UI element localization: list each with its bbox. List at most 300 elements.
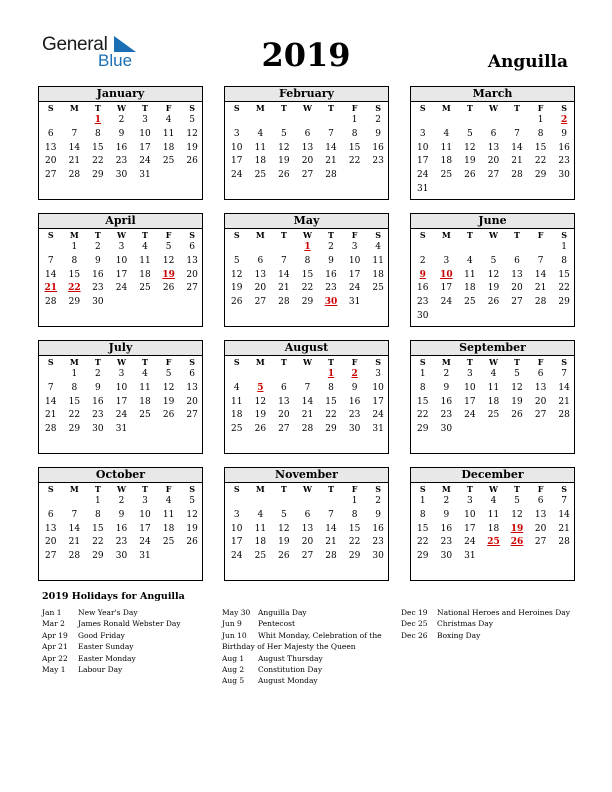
day-cell: 6 [537, 496, 544, 506]
day-cell: 14 [68, 523, 81, 534]
day-cell: 29 [417, 551, 429, 562]
day-cell: 6 [304, 509, 311, 520]
day-cell: 17 [139, 523, 151, 534]
day-cell: 13 [45, 142, 57, 153]
empty-day-cell [411, 114, 435, 128]
day-cell: 5 [165, 369, 172, 379]
day-cell: 26 [162, 410, 175, 421]
day-cell: 28 [301, 424, 314, 435]
day-cell: 2 [95, 242, 101, 252]
week-row [39, 269, 202, 283]
day-cell: 18 [487, 396, 500, 407]
empty-day-cell [458, 183, 482, 197]
day-cell: 22 [325, 410, 337, 421]
month-november [224, 467, 389, 581]
week-row [411, 409, 574, 423]
day-cell: 26 [231, 297, 243, 308]
day-cell: 6 [304, 128, 311, 139]
empty-day-cell [529, 241, 553, 255]
day-cell: 10 [115, 255, 128, 266]
holiday-date: Aug 5 [222, 676, 245, 686]
day-cell: 31 [139, 170, 151, 181]
day-cell: 14 [45, 269, 57, 280]
week-row [39, 255, 202, 269]
day-cell: 29 [417, 424, 429, 435]
day-cell: 14 [325, 142, 337, 153]
holiday-day-cell: 2 [351, 369, 358, 379]
day-cell: 27 [278, 424, 290, 435]
day-cell: 20 [278, 410, 290, 421]
empty-day-cell [482, 241, 506, 255]
holiday-day-cell: 5 [257, 382, 264, 393]
day-cell: 24 [348, 283, 361, 294]
month-title: August [225, 341, 388, 356]
empty-day-cell [319, 114, 343, 128]
day-cell: 3 [443, 255, 450, 266]
holiday-entry [222, 675, 382, 686]
holiday-name: Anguilla Day [258, 608, 307, 617]
weekday-label: F [165, 103, 172, 113]
weekday-label: T [142, 484, 148, 494]
day-cell: 16 [372, 523, 384, 534]
week-row [411, 495, 574, 509]
day-cell: 25 [254, 551, 267, 562]
weekday-label: M [441, 230, 451, 240]
day-cell: 22 [558, 283, 570, 294]
day-cell: 3 [351, 242, 358, 252]
empty-day-cell [529, 310, 553, 324]
weekday-label: T [514, 357, 520, 367]
weekday-label: S [47, 103, 54, 113]
empty-day-cell [272, 241, 296, 255]
day-cell: 25 [162, 537, 175, 548]
empty-day-cell [505, 550, 529, 564]
day-cell: 14 [45, 396, 57, 407]
day-cell: 12 [511, 509, 523, 520]
day-cell: 13 [487, 142, 500, 153]
day-cell: 17 [115, 269, 128, 280]
day-cell: 2 [328, 242, 334, 252]
week-row [39, 382, 202, 396]
weekday-label: T [280, 103, 287, 113]
day-cell: 15 [68, 396, 81, 407]
weekday-label: S [189, 357, 196, 367]
holiday-entry [401, 607, 570, 618]
day-cell: 11 [487, 382, 500, 393]
holiday-entry [42, 664, 181, 675]
holiday-day-cell: 25 [487, 537, 500, 548]
weekday-label: T [142, 230, 148, 240]
holiday-day-cell: 21 [44, 283, 58, 294]
holiday-day-cell: 19 [510, 523, 524, 534]
empty-day-cell [225, 241, 249, 255]
weekday-label: T [280, 484, 287, 494]
holidays-title: 2019 Holidays for Anguilla [42, 591, 185, 602]
weekday-label: F [351, 357, 358, 367]
empty-day-cell [39, 368, 63, 382]
day-cell: 21 [534, 283, 547, 294]
weekday-label: T [280, 357, 287, 367]
day-cell: 5 [514, 369, 520, 379]
day-cell: 2 [443, 496, 450, 506]
day-cell: 19 [511, 396, 523, 407]
day-cell: 24 [139, 537, 151, 548]
day-cell: 10 [139, 128, 151, 139]
weekday-header [225, 102, 388, 114]
empty-day-cell [411, 241, 435, 255]
weekday-label: T [328, 357, 334, 367]
weekday-label: F [165, 357, 172, 367]
day-cell: 28 [558, 537, 570, 548]
weekday-header [411, 229, 574, 241]
weekday-label: M [69, 484, 79, 494]
day-cell: 19 [278, 156, 290, 167]
week-row [225, 114, 388, 128]
day-cell: 7 [561, 496, 568, 506]
week-row [225, 169, 388, 183]
weekday-label: T [466, 484, 473, 494]
day-cell: 10 [417, 142, 429, 153]
empty-day-cell [272, 114, 296, 128]
empty-day-cell [157, 296, 181, 310]
day-cell: 30 [440, 551, 453, 562]
day-cell: 6 [490, 128, 497, 139]
day-cell: 23 [325, 283, 337, 294]
holiday-entry [222, 618, 382, 629]
empty-day-cell [180, 550, 204, 564]
week-row [225, 368, 388, 382]
day-cell: 4 [375, 242, 382, 252]
week-row [411, 368, 574, 382]
day-cell: 12 [231, 269, 243, 280]
empty-day-cell [505, 114, 529, 128]
day-cell: 16 [417, 283, 429, 294]
day-cell: 16 [440, 523, 453, 534]
day-cell: 25 [440, 170, 453, 181]
day-cell: 23 [92, 283, 104, 294]
day-cell: 30 [558, 170, 570, 181]
day-cell: 20 [186, 396, 198, 407]
day-cell: 21 [325, 156, 337, 167]
week-row [39, 114, 202, 128]
week-row [411, 255, 574, 269]
day-cell: 5 [281, 128, 287, 139]
day-cell: 20 [254, 283, 267, 294]
day-cell: 20 [301, 156, 314, 167]
day-cell: 7 [328, 509, 334, 520]
day-cell: 1 [95, 496, 101, 506]
day-cell: 30 [348, 424, 361, 435]
empty-day-cell [505, 241, 529, 255]
day-cell: 10 [231, 523, 243, 534]
day-cell: 26 [278, 551, 290, 562]
holiday-name: Good Friday [78, 630, 125, 640]
day-cell: 19 [231, 283, 243, 294]
weekday-label: T [328, 484, 334, 494]
holiday-date: Dec 26 [401, 630, 428, 640]
day-cell: 8 [561, 255, 568, 266]
weekday-label: W [302, 484, 312, 494]
empty-day-cell [63, 114, 87, 128]
day-cell: 2 [118, 496, 125, 506]
day-cell: 26 [511, 410, 523, 421]
day-cell: 29 [92, 551, 104, 562]
day-cell: 3 [142, 496, 148, 506]
empty-day-cell [435, 183, 459, 197]
weekday-label: F [537, 103, 544, 113]
day-cell: 22 [92, 156, 104, 167]
day-cell: 21 [68, 156, 81, 167]
empty-day-cell [157, 423, 181, 437]
weekday-label: M [255, 103, 265, 113]
weekday-label: S [561, 357, 568, 367]
holiday-entry [42, 630, 181, 641]
week-row [411, 241, 574, 255]
day-cell: 8 [328, 382, 334, 393]
day-cell: 12 [278, 523, 290, 534]
day-cell: 7 [281, 255, 287, 266]
weekday-label: S [419, 484, 426, 494]
weekday-label: T [94, 230, 101, 240]
weekday-label: T [94, 103, 101, 113]
week-row [39, 368, 202, 382]
holiday-day-cell: 1 [94, 115, 102, 125]
day-cell: 2 [375, 496, 382, 506]
holiday-entry [222, 664, 382, 675]
week-row [39, 550, 202, 564]
day-cell: 23 [372, 537, 384, 548]
day-cell: 25 [231, 424, 243, 435]
day-cell: 29 [68, 424, 81, 435]
empty-day-cell [225, 114, 249, 128]
holiday-name: Labour Day [78, 665, 123, 675]
day-cell: 9 [118, 128, 125, 139]
day-cell: 8 [351, 128, 358, 139]
weekday-label: M [69, 230, 79, 240]
week-row [225, 495, 388, 509]
day-cell: 17 [139, 142, 151, 153]
month-august [224, 340, 389, 454]
month-title: September [411, 341, 574, 356]
week-row [411, 396, 574, 410]
empty-day-cell [482, 310, 506, 324]
weekday-label: T [94, 484, 101, 494]
day-cell: 27 [534, 410, 547, 421]
day-cell: 7 [71, 128, 78, 139]
day-cell: 21 [511, 156, 523, 167]
weekday-label: S [189, 103, 196, 113]
day-cell: 30 [115, 551, 128, 562]
day-cell: 23 [417, 297, 429, 308]
week-row [39, 523, 202, 537]
day-cell: 7 [71, 509, 78, 520]
day-cell: 29 [92, 170, 104, 181]
day-cell: 17 [348, 269, 361, 280]
day-cell: 2 [95, 369, 101, 379]
day-cell: 10 [115, 382, 128, 393]
day-cell: 1 [537, 115, 544, 125]
day-cell: 8 [419, 509, 426, 520]
week-row [411, 128, 574, 142]
month-title: February [225, 87, 388, 102]
day-cell: 4 [142, 242, 148, 252]
weekday-header [225, 483, 388, 495]
day-cell: 7 [537, 255, 544, 266]
weekday-label: T [466, 103, 473, 113]
week-row [39, 409, 202, 423]
empty-day-cell [249, 114, 273, 128]
day-cell: 13 [186, 255, 198, 266]
day-cell: 19 [487, 283, 500, 294]
weekday-label: F [165, 484, 172, 494]
holiday-name: New Year's Day [78, 608, 138, 617]
day-cell: 26 [186, 156, 198, 167]
week-row [39, 423, 202, 437]
day-cell: 7 [328, 128, 334, 139]
week-row [225, 396, 388, 410]
day-cell: 13 [254, 269, 267, 280]
day-cell: 27 [186, 283, 198, 294]
day-cell: 16 [325, 269, 337, 280]
day-cell: 27 [45, 551, 57, 562]
day-cell: 20 [511, 283, 523, 294]
day-cell: 21 [558, 523, 570, 534]
holiday-column [42, 607, 181, 675]
month-title: October [39, 468, 202, 483]
weekday-label: W [116, 484, 126, 494]
holiday-date: Apr 21 [42, 642, 68, 652]
empty-day-cell [529, 183, 553, 197]
day-cell: 4 [142, 369, 148, 379]
day-cell: 5 [467, 128, 473, 139]
weekday-label: S [47, 230, 54, 240]
day-cell: 4 [467, 255, 473, 266]
weekday-label: F [537, 484, 544, 494]
day-cell: 7 [47, 382, 54, 393]
day-cell: 3 [419, 128, 426, 139]
day-cell: 28 [325, 170, 337, 181]
day-cell: 28 [325, 551, 337, 562]
day-cell: 14 [278, 269, 290, 280]
empty-day-cell [319, 495, 343, 509]
week-row [39, 155, 202, 169]
week-row [411, 382, 574, 396]
day-cell: 31 [417, 183, 429, 194]
day-cell: 18 [440, 156, 453, 167]
weekday-label: W [488, 230, 498, 240]
day-cell: 25 [487, 410, 500, 421]
holiday-name: Easter Sunday [78, 642, 134, 652]
empty-day-cell [110, 296, 134, 310]
day-cell: 10 [139, 509, 151, 520]
day-cell: 19 [186, 142, 198, 153]
holiday-name: National Heroes and Heroines Day [437, 608, 570, 617]
day-cell: 25 [139, 410, 151, 421]
holiday-name: Birthday of Her Majesty the Queen [222, 642, 356, 652]
week-row [225, 282, 388, 296]
empty-day-cell [157, 550, 181, 564]
day-cell: 18 [139, 269, 151, 280]
weekday-label: S [47, 357, 54, 367]
empty-day-cell [249, 495, 273, 509]
week-row [411, 183, 574, 197]
logo-text-blue: Blue [98, 51, 133, 70]
day-cell: 6 [189, 369, 196, 379]
day-cell: 10 [372, 382, 384, 393]
day-cell: 15 [348, 142, 361, 153]
weekday-label: T [142, 357, 148, 367]
weekday-header [411, 102, 574, 114]
week-row [225, 536, 388, 550]
weekday-label: S [375, 357, 382, 367]
day-cell: 17 [440, 283, 453, 294]
day-cell: 22 [68, 410, 81, 421]
day-cell: 29 [301, 297, 314, 308]
weekday-label: M [441, 357, 451, 367]
day-cell: 3 [375, 369, 382, 379]
day-cell: 9 [375, 128, 382, 139]
holiday-name: Christmas Day [437, 619, 493, 629]
empty-day-cell [458, 310, 482, 324]
day-cell: 24 [139, 156, 151, 167]
day-cell: 24 [115, 283, 128, 294]
empty-day-cell [435, 114, 459, 128]
empty-day-cell [435, 310, 459, 324]
day-cell: 25 [162, 156, 175, 167]
day-cell: 26 [464, 170, 476, 181]
day-cell: 9 [95, 382, 101, 393]
empty-day-cell [552, 310, 576, 324]
empty-day-cell [482, 114, 506, 128]
weekday-label: T [514, 230, 520, 240]
day-cell: 19 [162, 396, 175, 407]
day-cell: 15 [325, 396, 337, 407]
weekday-label: F [351, 103, 358, 113]
day-cell: 29 [325, 424, 337, 435]
day-cell: 28 [68, 551, 81, 562]
day-cell: 14 [511, 142, 523, 153]
weekday-label: W [116, 103, 126, 113]
month-october [38, 467, 203, 581]
day-cell: 4 [257, 128, 264, 139]
holiday-name: Easter Monday [78, 653, 136, 663]
weekday-label: T [328, 103, 334, 113]
day-cell: 22 [534, 156, 547, 167]
day-cell: 4 [165, 115, 172, 125]
holiday-date: May 1 [42, 665, 66, 675]
day-cell: 30 [440, 424, 453, 435]
holiday-date: Dec 25 [401, 619, 428, 629]
day-cell: 9 [118, 509, 125, 520]
day-cell: 21 [558, 396, 570, 407]
day-cell: 24 [464, 410, 476, 421]
day-cell: 29 [534, 170, 547, 181]
empty-day-cell [505, 310, 529, 324]
holiday-date: Apr 22 [42, 653, 68, 663]
weekday-label: S [561, 230, 568, 240]
day-cell: 8 [95, 128, 101, 139]
weekday-label: S [233, 357, 240, 367]
day-cell: 26 [186, 537, 198, 548]
day-cell: 3 [233, 128, 240, 139]
weekday-label: W [116, 357, 126, 367]
empty-day-cell [225, 495, 249, 509]
weekday-header [411, 483, 574, 495]
holiday-date: Aug 1 [222, 653, 245, 663]
month-title: January [39, 87, 202, 102]
week-row [411, 282, 574, 296]
weekday-label: S [189, 484, 196, 494]
